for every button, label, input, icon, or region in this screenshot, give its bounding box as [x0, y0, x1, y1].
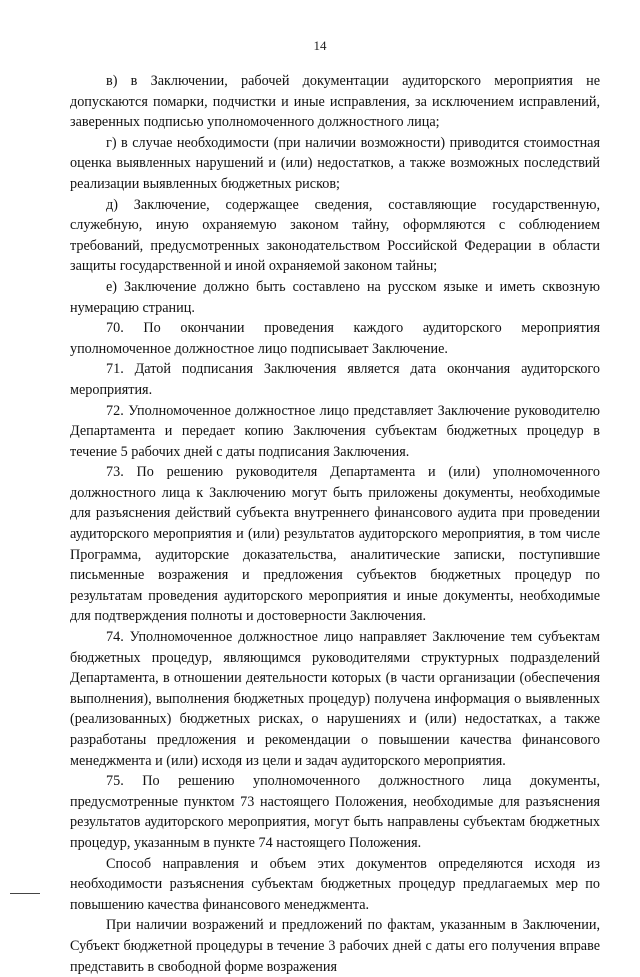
paragraph: 71. Датой подписания Заключения является дата окончания аудиторского мероприятия. — [70, 361, 600, 398]
paragraph: 72. Уполномоченное должностное лицо представляет Заключение руководителю Департамента и передает копию Заключения субъектам бюджетных процедур в течение 5 рабочих дней с даты подписания Заключения. — [70, 402, 600, 460]
paragraph: 75. По решению уполномоченного должностного лица документы, предусмотренные пунктом 73 настоящего Положения, необходимые для разъяснения результатов аудиторского мероприятия, могут быть направлены субъектам бюджетных процедур, указанным в пункте 74 настоящего Положения. — [70, 773, 600, 851]
page-number: 14 — [313, 38, 327, 53]
paragraph: При наличии возражений и предложений по фактам, указанным в Заключении, Субъект бюджетной процедуры в течение 3 рабочих дней с даты его получения вправе представить в свободной форме возражения — [70, 917, 600, 975]
paragraph: в) в Заключении, рабочей документации аудиторского мероприятия не допускаются помарки, подчистки и иные исправления, за исключением исправлений, заверенных подписью уполномоченного должностного лица; — [70, 73, 600, 131]
footer-rule — [10, 893, 40, 894]
paragraph: 73. По решению руководителя Департамента и (или) уполномоченного должностного лица к Заключению могут быть приложены документы, необходимые для разъяснения действий субъекта внутреннего финансового аудита при проведении аудиторского мероприятия и (или) результатов аудиторского мероприятия, в том числе Программа, аудиторские доказательства, аналитические записки, поступившие письменные возражения и предложения субъектов бюджетных процедур по результатам проведения аудиторского мероприятия и иные документы, необходимые для подтверждения полноты и достоверности Заключения. — [70, 464, 600, 625]
paragraph: г) в случае необходимости (при наличии возможности) приводится стоимостная оценка выявленных нарушений и (или) недостатков, а также возможных последствий реализации выявленных бюджетных рисков; — [70, 134, 600, 192]
paragraph: д) Заключение, содержащее сведения, составляющие государственную, служебную, иную охраняемую законом тайну, оформляются с соблюдением требований, предусмотренных законодательством Российской Федерации в области защиты государственной и иной охраняемой законом тайны; — [70, 196, 600, 275]
paragraph: е) Заключение должно быть составлено на русском языке и иметь сквозную нумерацию страниц. — [70, 278, 600, 316]
document-body — [70, 71, 600, 977]
paragraph: 74. Уполномоченное должностное лицо направляет Заключение тем субъектам бюджетных процедур, являющимся руководителями структурных подразделений Департамента, в отношении деятельности которых (в части организации (обеспечения выполнения), выполнения бюджетных процедур) получена информация о выявленных (реализованных) бюджетных рисках, о нарушениях и (или) недостатках, а также разработаны предложения и рекомендации о повышении качества финансового менеджмента и (или) исходя из цели и задач аудиторского мероприятия. — [70, 629, 600, 769]
paragraph: 70. По окончании проведения каждого аудиторского мероприятия уполномоченное должностное лицо подписывает Заключение. — [70, 320, 600, 357]
paragraph: Способ направления и объем этих документов определяются исходя из необходимости разъяснения субъектам бюджетных процедур предлагаемых мер по повышению качества финансового менеджмента. — [70, 855, 600, 913]
